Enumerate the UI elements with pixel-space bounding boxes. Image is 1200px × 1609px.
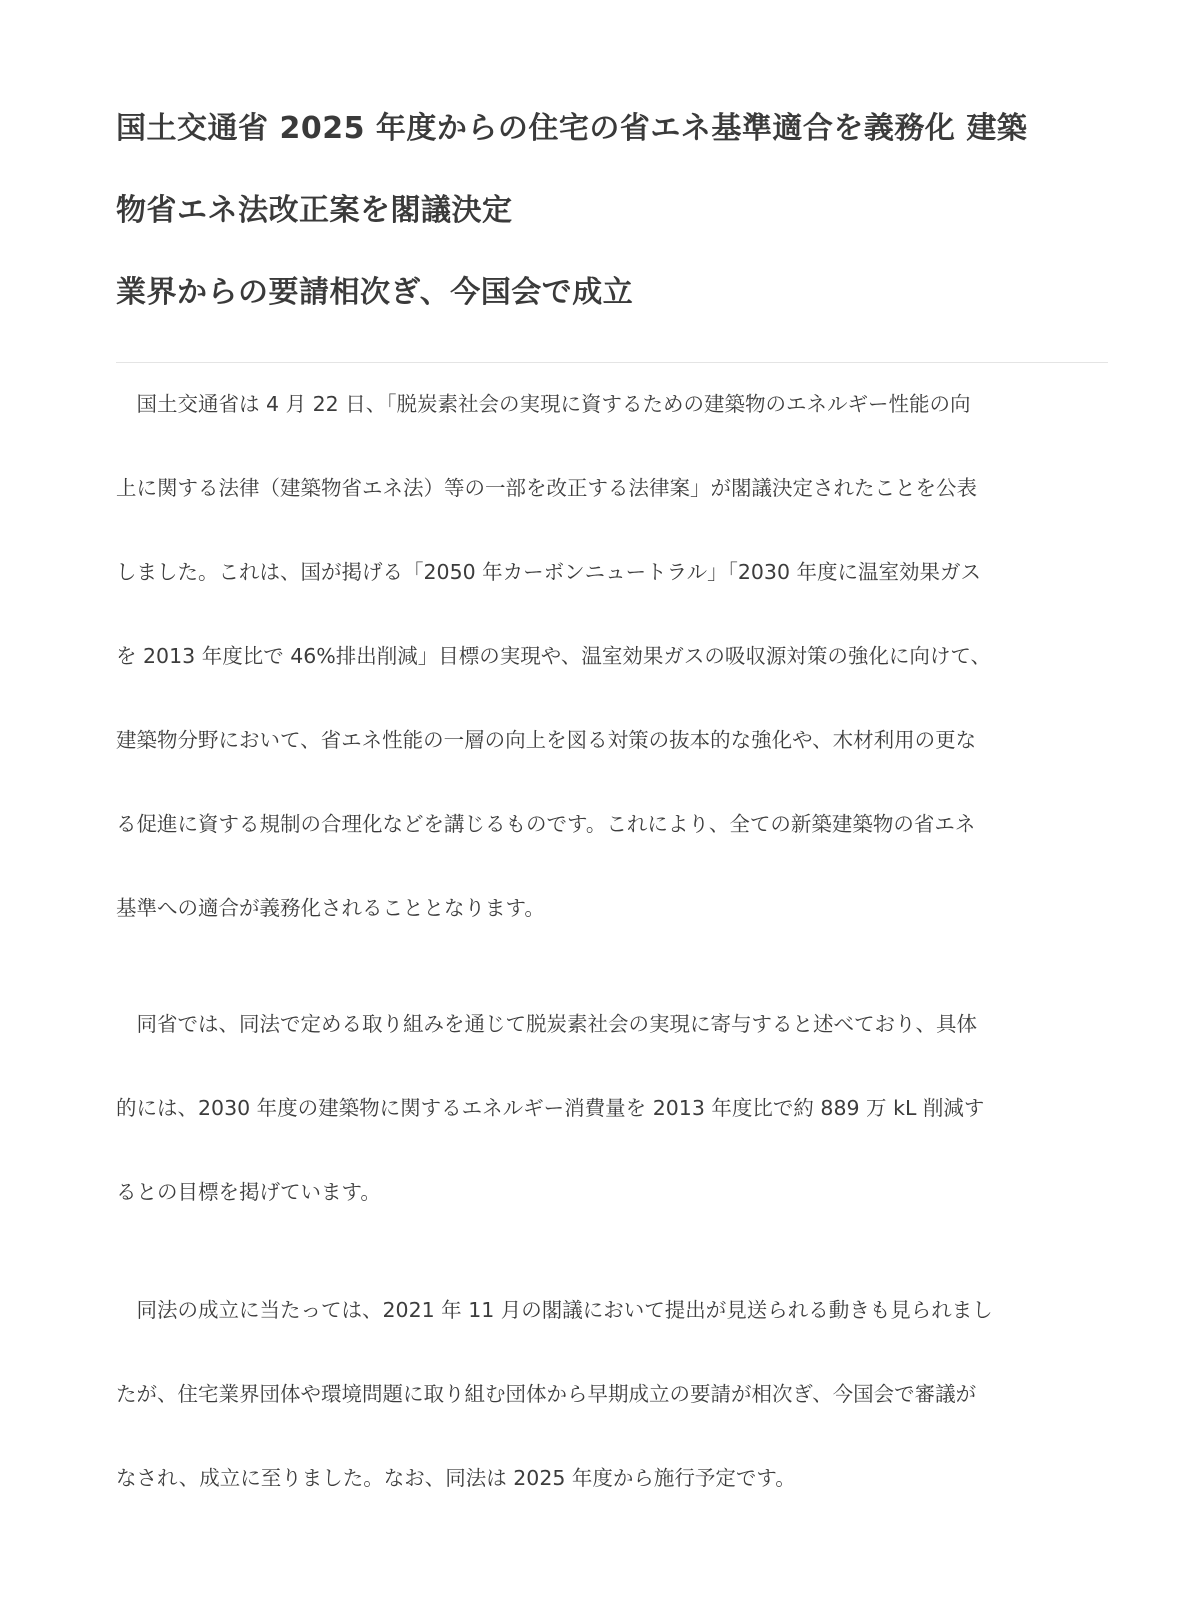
paragraph-1-line-6: る促進に資する規制の合理化などを講じるものです。これにより、全ての新築建築物の省エネ	[116, 812, 976, 836]
paragraph-spacer	[116, 950, 1108, 982]
paragraph-3	[116, 1268, 1108, 1520]
paragraph-1-line-7: 基準への適合が義務化されることとなります。	[116, 896, 545, 920]
paragraph-1-line-3: しました。これは、国が掲げる「2050 年カーボンニュートラル」「2030 年度に温室効果ガス	[116, 560, 982, 584]
article-title-line-2: 物省エネ法改正案を閣議決定	[116, 193, 513, 228]
paragraph-1-line-1: 国土交通省は 4 月 22 日、「脱炭素社会の実現に資するための建築物のエネルギー性能の向	[116, 392, 971, 416]
paragraph-1	[116, 362, 1108, 950]
paragraph-3-line-3: なされ、成立に至りました。なお、同法は 2025 年度から施行予定です。	[116, 1466, 796, 1490]
paragraph-spacer	[116, 1234, 1108, 1268]
paragraph-3-line-1: 同法の成立に当たっては、2021 年 11 月の閣議において提出が見送られる動きも見られまし	[116, 1298, 993, 1322]
article-title-line-1: 国土交通省 2025 年度からの住宅の省エネ基準適合を義務化 建築	[116, 111, 1028, 146]
paragraph-2	[116, 982, 1108, 1234]
article-body	[116, 362, 1108, 1520]
article-header	[116, 88, 1108, 334]
paragraph-1-line-4: を 2013 年度比で 46%排出削減」目標の実現や、温室効果ガスの吸収源対策の強化に向けて、	[116, 644, 991, 668]
paragraph-1-line-2: 上に関する法律（建築物省エネ法）等の一部を改正する法律案」が閣議決定されたことを公表	[116, 476, 977, 500]
paragraph-1-line-5: 建築物分野において、省エネ性能の一層の向上を図る対策の抜本的な強化や、木材利用の更な	[116, 728, 977, 752]
article-subtitle: 業界からの要請相次ぎ、今国会で成立	[116, 275, 634, 310]
paragraph-2-line-1: 同省では、同法で定める取り組みを通じて脱炭素社会の実現に寄与すると述べており、具体	[116, 1012, 977, 1036]
paragraph-3-line-2: たが、住宅業界団体や環境問題に取り組む団体から早期成立の要請が相次ぎ、今国会で審議が	[116, 1382, 977, 1406]
paragraph-2-line-3: るとの目標を掲げています。	[116, 1180, 381, 1204]
paragraph-2-line-2: 的には、2030 年度の建築物に関するエネルギー消費量を 2013 年度比で約 889 万 kL 削減す	[116, 1096, 985, 1120]
